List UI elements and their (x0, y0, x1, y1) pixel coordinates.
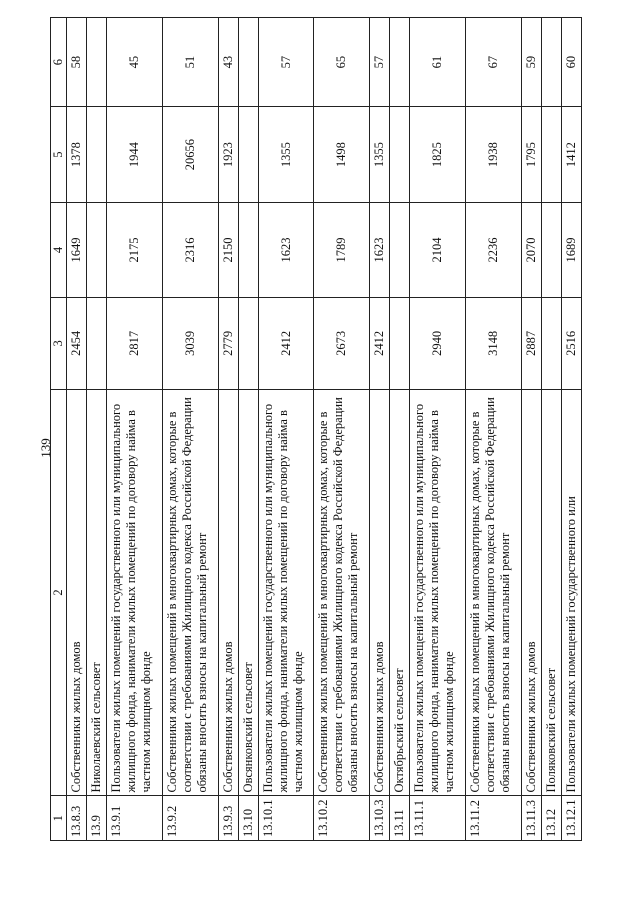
row-number-cell: 13.9.2 (162, 796, 218, 841)
column-header: 4 (51, 202, 67, 297)
description-cell: Пользователи жилых помещений государственного или муниципального жилищного фонда, наниматели жилых помещений по договору найма в частном жилищном фонде (107, 389, 163, 796)
table-body (51, 18, 582, 841)
table-row (562, 18, 582, 841)
value-cell (87, 18, 107, 107)
value-cell: 2175 (107, 202, 163, 297)
value-cell: 2887 (522, 298, 542, 389)
value-cell: 1789 (314, 202, 370, 297)
value-cell (390, 298, 410, 389)
value-cell: 1378 (67, 107, 87, 202)
value-cell (542, 18, 562, 107)
value-cell: 2150 (218, 202, 238, 297)
value-cell: 2412 (370, 298, 390, 389)
table-row (466, 18, 522, 841)
value-cell (238, 202, 258, 297)
table-row (542, 18, 562, 841)
value-cell: 1498 (314, 107, 370, 202)
value-cell (390, 202, 410, 297)
description-cell: Пользователи жилых помещений государственного или муниципального жилищного фонда, наниматели жилых помещений по договору найма в частном жилищном фонде (410, 389, 466, 796)
header-row (51, 18, 67, 841)
description-cell: Поляковский сельсовет (542, 389, 562, 796)
table-row (238, 18, 258, 841)
row-number-cell: 13.11 (390, 796, 410, 841)
value-cell: 1412 (562, 107, 582, 202)
row-number-cell: 13.11.2 (466, 796, 522, 841)
value-cell: 2940 (410, 298, 466, 389)
column-header: 5 (51, 107, 67, 202)
rotated-table-container (50, 17, 582, 841)
value-cell: 1938 (466, 107, 522, 202)
table-row (522, 18, 542, 841)
table-row (107, 18, 163, 841)
value-cell: 1944 (107, 107, 163, 202)
table-row (390, 18, 410, 841)
value-cell (238, 298, 258, 389)
description-cell: Собственники жилых помещений в многоквартирных домах, которые в соответствии с требованиями Жилищного кодекса Российской Федерации обязаны вносить взносы на капитальный ремонт (314, 389, 370, 796)
value-cell: 20656 (162, 107, 218, 202)
row-number-cell: 13.9.3 (218, 796, 238, 841)
value-cell: 59 (522, 18, 542, 107)
value-cell: 3148 (466, 298, 522, 389)
table-row (218, 18, 238, 841)
value-cell: 1355 (258, 107, 314, 202)
description-cell: Собственники жилых домов (522, 389, 542, 796)
value-cell: 67 (466, 18, 522, 107)
description-cell: Собственники жилых помещений в многоквартирных домах, которые в соответствии с требованиями Жилищного кодекса Российской Федерации обязаны вносить взносы на капитальный ремонт (162, 389, 218, 796)
value-cell: 2779 (218, 298, 238, 389)
value-cell: 51 (162, 18, 218, 107)
value-cell: 3039 (162, 298, 218, 389)
value-cell: 2412 (258, 298, 314, 389)
value-cell: 2104 (410, 202, 466, 297)
description-cell: Собственники жилых домов (67, 389, 87, 796)
row-number-cell: 13.9.1 (107, 796, 163, 841)
value-cell: 2236 (466, 202, 522, 297)
description-cell: Собственники жилых домов (370, 389, 390, 796)
description-cell: Собственники жилых помещений в многоквартирных домах, которые в соответствии с требованиями Жилищного кодекса Российской Федерации обязаны вносить взносы на капитальный ремонт (466, 389, 522, 796)
column-header: 1 (51, 796, 67, 841)
column-header: 2 (51, 389, 67, 796)
value-cell: 45 (107, 18, 163, 107)
column-header: 3 (51, 298, 67, 389)
row-number-cell: 13.8.3 (67, 796, 87, 841)
description-cell: Пользователи жилых помещений государственного или муниципального жилищного фонда, наниматели жилых помещений по договору найма в частном жилищном фонде (258, 389, 314, 796)
value-cell: 2070 (522, 202, 542, 297)
value-cell: 2673 (314, 298, 370, 389)
value-cell (390, 18, 410, 107)
value-cell (390, 107, 410, 202)
row-number-cell: 13.12.1 (562, 796, 582, 841)
value-cell: 1825 (410, 107, 466, 202)
value-cell (238, 18, 258, 107)
description-cell: Пользователи жилых помещений государственного или (562, 389, 582, 796)
value-cell: 1623 (370, 202, 390, 297)
value-cell (87, 202, 107, 297)
value-cell: 2316 (162, 202, 218, 297)
description-cell: Октябрьский сельсовет (390, 389, 410, 796)
row-number-cell: 13.10.2 (314, 796, 370, 841)
table-row (370, 18, 390, 841)
value-cell: 57 (370, 18, 390, 107)
value-cell: 43 (218, 18, 238, 107)
value-cell: 2454 (67, 298, 87, 389)
table-row (410, 18, 466, 841)
value-cell: 2817 (107, 298, 163, 389)
value-cell: 1649 (67, 202, 87, 297)
value-cell: 1923 (218, 107, 238, 202)
table-row (67, 18, 87, 841)
value-cell: 1795 (522, 107, 542, 202)
row-number-cell: 13.11.1 (410, 796, 466, 841)
value-cell: 57 (258, 18, 314, 107)
value-cell: 1623 (258, 202, 314, 297)
table-row (87, 18, 107, 841)
page-number: 139 (38, 438, 53, 458)
row-number-cell: 13.10.3 (370, 796, 390, 841)
description-cell: Овсянковский сельсовет (238, 389, 258, 796)
row-number-cell: 13.10.1 (258, 796, 314, 841)
column-header: 6 (51, 18, 67, 107)
value-cell: 1355 (370, 107, 390, 202)
value-cell (87, 298, 107, 389)
value-cell: 65 (314, 18, 370, 107)
row-number-cell: 13.10 (238, 796, 258, 841)
value-cell: 2516 (562, 298, 582, 389)
table-row (314, 18, 370, 841)
value-cell (542, 202, 562, 297)
value-cell: 1689 (562, 202, 582, 297)
value-cell: 60 (562, 18, 582, 107)
value-cell: 58 (67, 18, 87, 107)
description-cell: Николаевский сельсовет (87, 389, 107, 796)
row-number-cell: 13.12 (542, 796, 562, 841)
value-cell (87, 107, 107, 202)
value-cell: 61 (410, 18, 466, 107)
value-cell (542, 298, 562, 389)
table-row (162, 18, 218, 841)
value-cell (542, 107, 562, 202)
description-cell: Собственники жилых домов (218, 389, 238, 796)
table-row (258, 18, 314, 841)
row-number-cell: 13.9 (87, 796, 107, 841)
value-cell (238, 107, 258, 202)
row-number-cell: 13.11.3 (522, 796, 542, 841)
tariff-table (50, 17, 582, 841)
